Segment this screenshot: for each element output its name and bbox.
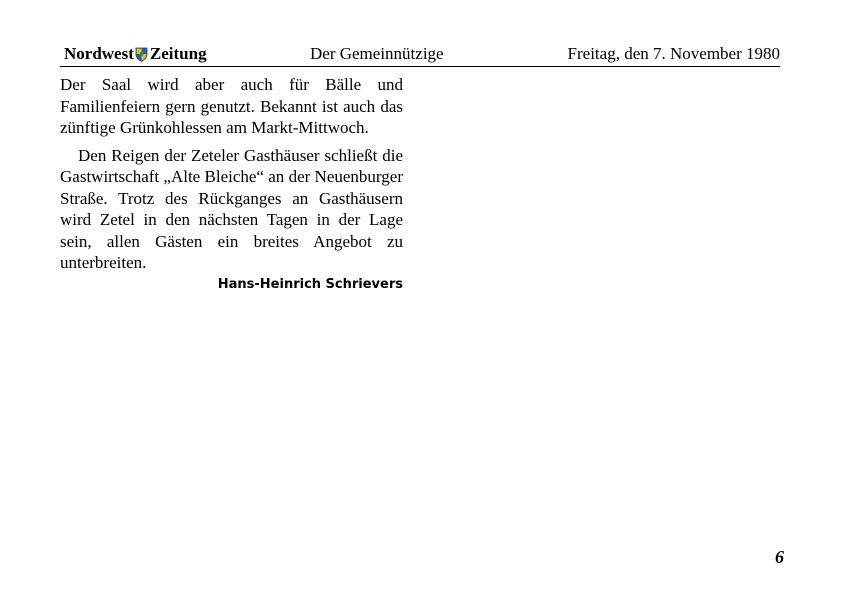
- newspaper-masthead: [64, 44, 207, 64]
- coat-of-arms-icon: [135, 47, 148, 62]
- section-title: Der Gemeinnützige: [310, 44, 444, 63]
- masthead-left: Nordwest: [64, 44, 134, 63]
- article-paragraph: Den Reigen der Zeteler Gasthäuser schließt die Gastwirtschaft „Alte Bleiche“ an der Neuenburger Straße. Trotz des Rückganges an Gasthäusern wird Zetel in den nächsten Tagen in der Lage sein, allen Gästen ein breites Angebot zu unterbreiten.: [60, 145, 403, 272]
- masthead-right: Zeitung: [149, 44, 207, 63]
- page-header: [60, 42, 780, 67]
- article-author: Hans-Heinrich Schrievers: [217, 276, 403, 292]
- article-paragraph: Der Saal wird aber auch für Bälle und Familienfeiern gern genutzt. Bekannt ist auch das zünftige Grünkohlessen am Markt-Mittwoch.: [60, 75, 403, 137]
- page-number: 6: [775, 547, 784, 567]
- issue-date: Freitag, den 7. November 1980: [567, 44, 780, 63]
- article-column: [60, 74, 403, 294]
